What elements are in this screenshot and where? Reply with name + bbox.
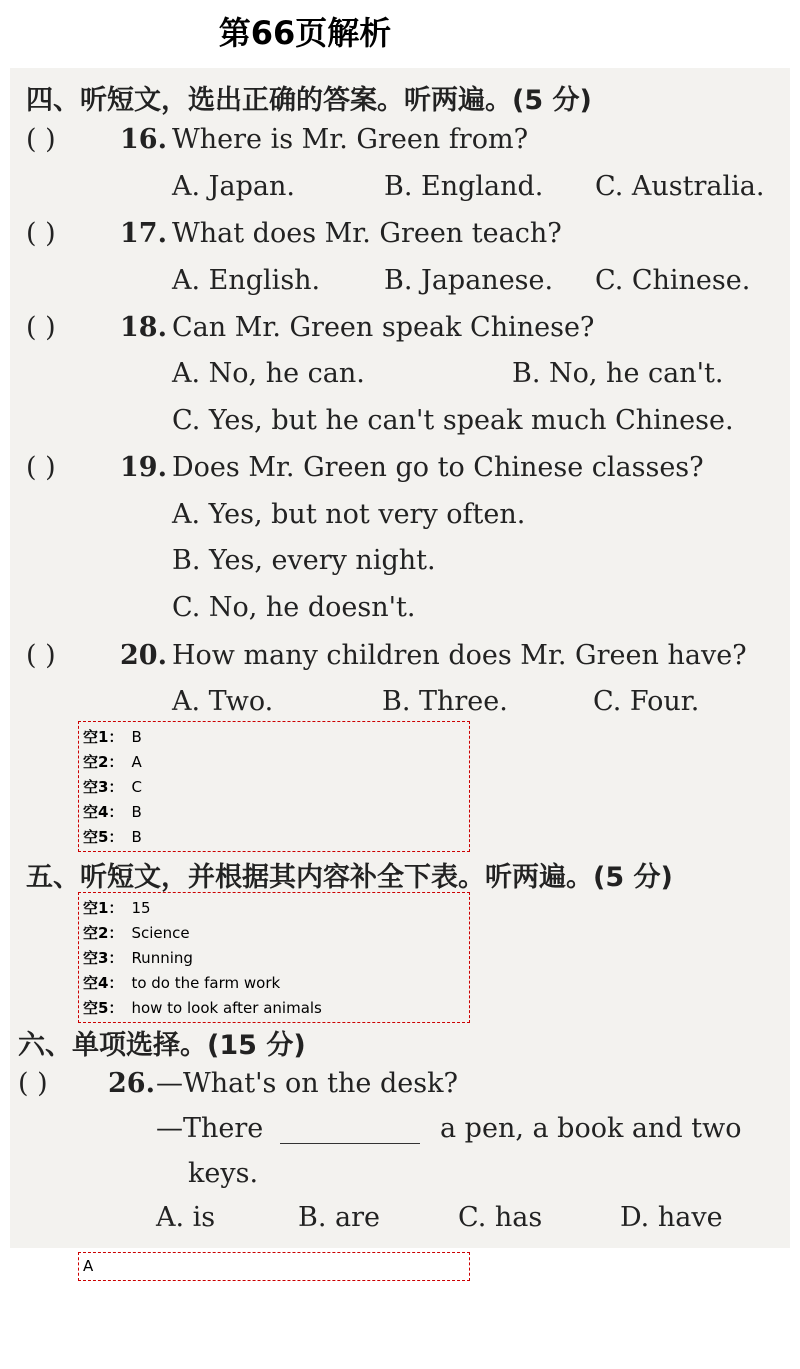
- answer-parentheses: ( ): [26, 312, 56, 343]
- answer-row: [79, 725, 469, 750]
- answer-row: [79, 800, 469, 825]
- answer-parentheses: ( ): [26, 124, 56, 155]
- blank-answer: B: [131, 803, 142, 821]
- option-c: C. No, he doesn't.: [172, 592, 416, 623]
- option-b: B. Three.: [382, 686, 508, 717]
- option-b: B. Japanese.: [384, 265, 554, 296]
- question-text: What does Mr. Green teach?: [172, 218, 562, 249]
- question-number: 17.: [120, 218, 167, 249]
- answer-box-section-5: [78, 892, 470, 1023]
- question-text: —There: [156, 1113, 264, 1144]
- answer-row: [79, 750, 469, 775]
- option-b: B. No, he can't.: [512, 358, 724, 389]
- page-title: 第66页解析: [218, 14, 392, 52]
- option-b: B. England.: [384, 171, 544, 202]
- blank-answer: Running: [131, 949, 193, 967]
- option-a: A. Yes, but not very often.: [172, 499, 526, 530]
- answer-row: [79, 825, 469, 850]
- blank-label: 空5：: [83, 828, 124, 846]
- blank-label: 空4：: [83, 803, 124, 821]
- blank-answer: Science: [131, 924, 190, 942]
- option-c: C. Chinese.: [595, 265, 751, 296]
- answer-row: [79, 921, 469, 946]
- blank-answer: A: [131, 753, 142, 771]
- blank-label: 空2：: [83, 753, 124, 771]
- question-text: Does Mr. Green go to Chinese classes?: [172, 452, 704, 483]
- blank-answer: C: [131, 778, 142, 796]
- answer-row: [79, 996, 469, 1021]
- option-a: A. No, he can.: [172, 358, 365, 389]
- blank-label: 空3：: [83, 949, 124, 967]
- option-a: A. English.: [172, 265, 321, 296]
- question-text: Can Mr. Green speak Chinese?: [172, 312, 595, 343]
- question-number: 26.: [108, 1068, 155, 1099]
- question-number: 20.: [120, 640, 167, 671]
- answer-row: [79, 775, 469, 800]
- option-a: A. Two.: [172, 686, 274, 717]
- section-6-title: 六、单项选择。(15 分): [18, 1030, 306, 1061]
- blank-answer: how to look after animals: [131, 999, 322, 1017]
- answer-parentheses: ( ): [18, 1068, 48, 1099]
- question-number: 16.: [120, 124, 167, 155]
- question-text: keys.: [188, 1158, 259, 1189]
- blank-answer: 15: [131, 899, 151, 917]
- answer-parentheses: ( ): [26, 218, 56, 249]
- question-number: 19.: [120, 452, 167, 483]
- fill-in-blank: [280, 1143, 420, 1144]
- option-c: C. Australia.: [595, 171, 765, 202]
- option-c: C. Four.: [593, 686, 700, 717]
- option-a: A. Japan.: [172, 171, 295, 202]
- option-a: A. is: [156, 1202, 216, 1233]
- blank-label: 空2：: [83, 924, 124, 942]
- question-text: a pen, a book and two: [440, 1113, 742, 1144]
- blank-label: 空5：: [83, 999, 124, 1017]
- section-5-title: 五、听短文，并根据其内容补全下表。听两遍。(5 分): [26, 862, 673, 893]
- question-text: —What's on the desk?: [156, 1068, 458, 1099]
- option-c: C. has: [458, 1202, 543, 1233]
- answer-box-section-6: [78, 1252, 470, 1281]
- question-text: How many children does Mr. Green have?: [172, 640, 747, 671]
- blank-answer: B: [131, 828, 142, 846]
- answer-row: [79, 946, 469, 971]
- option-b: B. are: [298, 1202, 380, 1233]
- blank-label: 空4：: [83, 974, 124, 992]
- option-b: B. Yes, every night.: [172, 545, 436, 576]
- answer-box-section-4: [78, 721, 470, 852]
- option-d: D. have: [620, 1202, 723, 1233]
- blank-label: 空1：: [83, 899, 124, 917]
- blank-answer: B: [131, 728, 142, 746]
- blank-answer: to do the farm work: [131, 974, 281, 992]
- answer-row: [79, 896, 469, 921]
- blank-label: 空3：: [83, 778, 124, 796]
- answer-row: [79, 971, 469, 996]
- answer-value: A: [83, 1257, 94, 1275]
- blank-label: 空1：: [83, 728, 124, 746]
- answer-parentheses: ( ): [26, 452, 56, 483]
- option-c: C. Yes, but he can't speak much Chinese.: [172, 405, 734, 436]
- answer-row: [79, 1254, 469, 1279]
- question-text: Where is Mr. Green from?: [172, 124, 529, 155]
- section-4-title: 四、听短文，选出正确的答案。听两遍。(5 分): [26, 85, 592, 116]
- question-number: 18.: [120, 312, 167, 343]
- answer-parentheses: ( ): [26, 640, 56, 671]
